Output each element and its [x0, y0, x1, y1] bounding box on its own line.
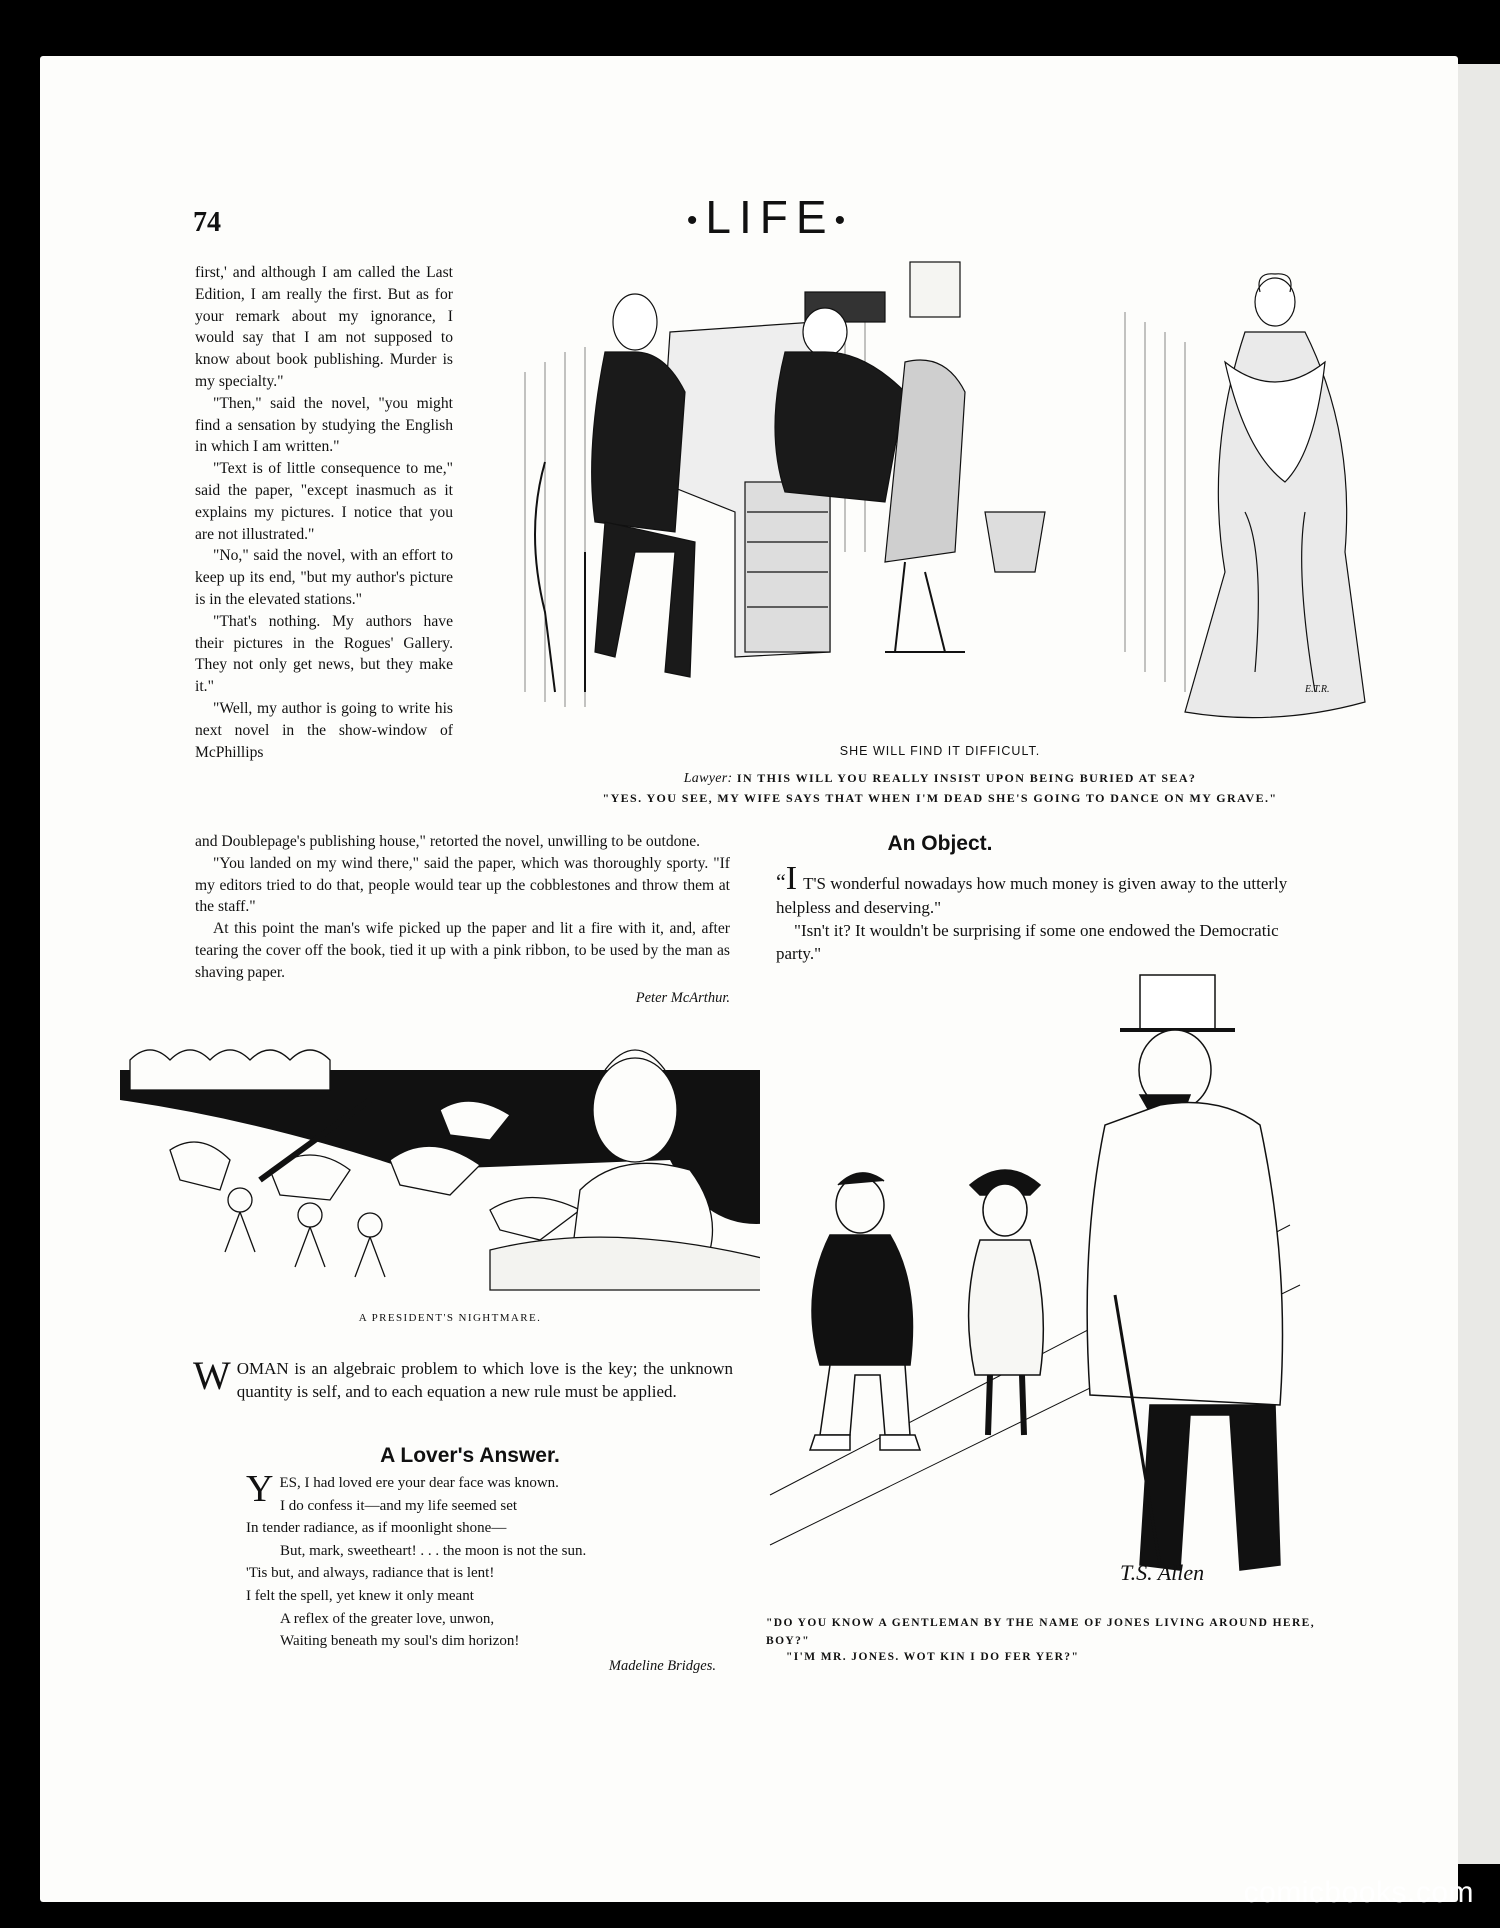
story-wide-column	[195, 831, 730, 1009]
story-signature: Peter McArthur.	[635, 989, 730, 1006]
page-number: 74	[193, 207, 221, 238]
poem-body	[246, 1468, 716, 1677]
poem-author: Madeline Bridges.	[608, 1657, 716, 1674]
story-para: "Text is of little consequence to me," said the paper, "except inasmuch as it explains my pictures. I notice that you are not illustrated."	[195, 460, 453, 543]
poem-first-line: ES, I had loved ere your dear face was known.	[279, 1475, 559, 1491]
poem-line: Waiting beneath my soul's dim horizon!	[280, 1633, 520, 1650]
waste-basket	[985, 512, 1045, 572]
object-para2: "Isn't it? It wouldn't be surprising if some one endowed the Democratic party."	[776, 921, 1279, 963]
story-para: first,' and although I am called the Last Edition, I am really the first. But as for your remark about my ignorance, I would say that I am not supposed to know about book publishing. Murder is my specialty."	[195, 264, 453, 390]
poem-line: 'Tis but, and always, radiance that is lent!	[246, 1565, 495, 1582]
lawyer-cartoon-caption-line2: "YES. YOU SEE, MY WIFE SAYS THAT WHEN I'M DEAD SHE'S GOING TO DANCE ON MY GRAVE."	[602, 791, 1278, 805]
story-para: "You landed on my wind there," said the paper, which was thoroughly sporty. "If my editors tried to do that, people would tear up the cobblestones and throw them at the staff."	[195, 854, 730, 916]
story-para: and Doublepage's publishing house," retorted the novel, unwilling to be outdone.	[195, 833, 701, 850]
poem-line: In tender radiance, as if moonlight shone—	[246, 1520, 507, 1537]
lawyer-cartoon-illustration	[485, 252, 1395, 730]
object-drop-cap: I	[785, 860, 798, 897]
jones-caption-line1: "DO YOU KNOW A GENTLEMAN BY THE NAME OF JONES LIVING AROUND HERE, BOY?"	[766, 1617, 1316, 1647]
poem-line: I do confess it—and my life seemed set	[280, 1497, 518, 1514]
object-body	[776, 862, 1321, 965]
lawyer-cartoon-title: SHE WILL FIND IT DIFFICULT.	[839, 744, 1041, 758]
masthead: •LIFE•	[686, 191, 854, 243]
poem-title: A Lover's Answer.	[380, 1444, 560, 1467]
woman-text: OMAN is an algebraic problem to which love is the key; the unknown quantity is self, and to each equation a new rule must be applied.	[236, 1359, 733, 1401]
girl-figure	[969, 1170, 1044, 1435]
story-para: "Well, my author is going to write his next novel in the show-window of McPhillips	[195, 699, 453, 761]
wall-calendar	[910, 262, 960, 317]
story-para: "No," said the novel, with an effort to keep up its end, "but my author's picture is in the elevated stations."	[195, 547, 453, 608]
lawyer-cartoon-caption-line1	[560, 771, 1320, 787]
speaker-text: IN THIS WILL YOU REALLY INSIST UPON BEING BURIED AT SEA?	[736, 771, 1197, 785]
lawyer-cartoon-artist-signature: E.T.R.	[1305, 684, 1330, 695]
next-page-edge	[1452, 64, 1500, 1864]
poem-line: But, mark, sweetheart! . . . the moon is not the sun.	[280, 1542, 587, 1559]
poem-line: A reflex of the greater love, unwon,	[280, 1610, 495, 1627]
mr-jones-figure	[1087, 975, 1282, 1570]
poem-line: I felt the spell, yet knew it only meant	[246, 1587, 474, 1604]
story-para: At this point the man's wife picked up the paper and lit a fire with it, and, after tearing the cover off the book, tied it up with a pink ribbon, to be used by the man as shaving paper.	[195, 920, 730, 981]
nightmare-caption: A PRESIDENT'S NIGHTMARE.	[358, 1312, 542, 1324]
object-heading: An Object.	[887, 832, 993, 855]
story-top-column	[195, 262, 453, 763]
jones-cartoon-artist-signature: T.S. Allen	[1120, 1560, 1205, 1585]
woman-epigram	[193, 1353, 733, 1403]
nightmare-cartoon-illustration	[110, 1040, 790, 1305]
seated-wife-figure	[1185, 274, 1365, 718]
jones-cartoon-illustration	[760, 965, 1350, 1600]
object-open-quote: “	[776, 869, 786, 894]
woman-drop-cap: W	[193, 1353, 231, 1398]
story-para: "Then," said the novel, "you might find a sensation by studying the English in which I am written."	[195, 394, 453, 456]
site-watermark: comicbooks.com	[1243, 1876, 1474, 1909]
masthead-title: LIFE	[705, 191, 835, 243]
boy-figure	[810, 1173, 920, 1450]
speaker-label: Lawyer:	[683, 771, 733, 786]
jones-caption-line2: "I'M MR. JONES. WOT KIN I DO FER YER?"	[786, 1651, 1080, 1663]
story-para: "That's nothing. My authors have their pictures in the Rogues' Gallery. They not only get news, but they make it."	[195, 612, 453, 696]
top-hat	[1140, 975, 1215, 1030]
object-para1: T'S wonderful nowadays how much money is given away to the utterly helpless and deserving."	[776, 874, 1288, 917]
poem-drop-cap: Y	[246, 1468, 274, 1510]
